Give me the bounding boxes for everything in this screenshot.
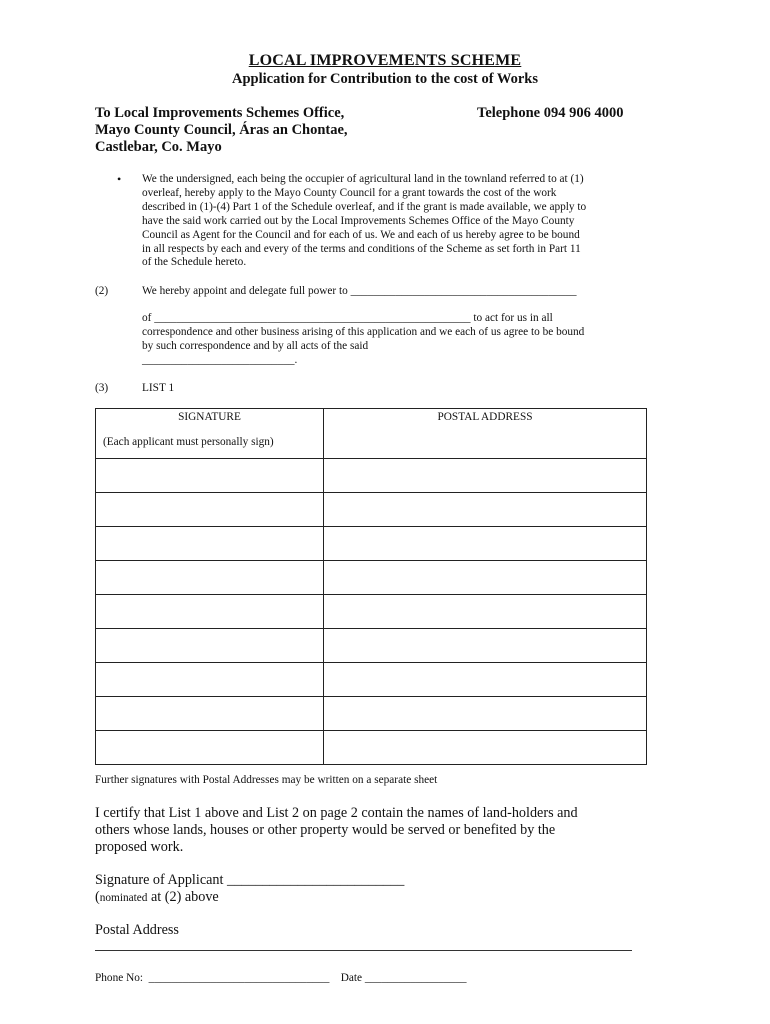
table-row [96, 663, 647, 697]
table-row [96, 595, 647, 629]
signature-note: (Each applicant must personally sign) [103, 436, 274, 448]
phone-field[interactable]: ________________________________ [148, 972, 330, 984]
paragraph-line: of the Schedule hereto. [142, 256, 247, 269]
telephone-number: Telephone 094 906 4000 [477, 105, 624, 121]
signature-header-cell [96, 409, 324, 459]
bullet-icon: • [117, 172, 122, 186]
further-signatures-note: Further signatures with Postal Addresses may be written on a separate sheet [95, 774, 438, 786]
applicant-signature-field[interactable]: Signature of Applicant _________________________ [95, 872, 405, 888]
paragraph-line: We the undersigned, each being the occupier of agricultural land in the townland referred to at (1) [142, 173, 584, 185]
signature-cell[interactable] [96, 595, 324, 629]
paragraph-line: overleaf, hereby apply to the Mayo County Council for a grant towards the cost of the work [142, 186, 557, 199]
signature-cell[interactable] [96, 561, 324, 595]
signature-header: SIGNATURE [178, 411, 241, 423]
table-row [96, 697, 647, 731]
date-label: Date [340, 972, 363, 984]
signature-cell[interactable] [96, 663, 324, 697]
date-field[interactable]: __________________ [364, 972, 467, 984]
signature-table [95, 408, 647, 765]
address-line-1: To Local Improvements Schemes Office, [95, 105, 345, 121]
table-row [96, 493, 647, 527]
signature-cell[interactable] [96, 731, 324, 765]
postal-address-cell[interactable] [324, 595, 647, 629]
nominated-open-paren: ( [95, 889, 100, 905]
section-number-3: (3) [95, 382, 109, 394]
nominated-word: nominated [99, 892, 148, 904]
postal-address-cell[interactable] [324, 629, 647, 663]
paragraph-line: by such correspondence and by all acts of the said [142, 339, 369, 352]
table-row [96, 629, 647, 663]
phone-label: Phone No: [95, 972, 144, 984]
postal-address-header-cell [324, 409, 647, 459]
paragraph-line: in all respects by each and every of the terms and conditions of the Scheme as set forth in Part 11 [142, 242, 581, 255]
signature-cell[interactable] [96, 493, 324, 527]
certify-line: proposed work. [95, 839, 184, 855]
list-label: LIST 1 [142, 382, 175, 394]
delegate-paragraph [142, 312, 652, 368]
certify-line: I certify that List 1 above and List 2 on page 2 contain the names of land-holders and [95, 805, 578, 821]
table-row [96, 527, 647, 561]
application-paragraph [142, 173, 652, 270]
postal-address-header: POSTAL ADDRESS [437, 411, 533, 423]
paragraph-line: correspondence and other business arising of this application and we each of us agree to be bound [142, 325, 585, 338]
postal-address-cell[interactable] [324, 493, 647, 527]
postal-address-cell[interactable] [324, 663, 647, 697]
postal-address-cell[interactable] [324, 459, 647, 493]
office-address [95, 105, 348, 156]
nominated-note [95, 889, 219, 906]
postal-address-cell[interactable] [324, 731, 647, 765]
said-name-line[interactable]: ___________________________. [142, 353, 298, 366]
appoint-line[interactable]: We hereby appoint and delegate full power to ________________________________________ [142, 285, 577, 297]
postal-address-cell[interactable] [324, 561, 647, 595]
signature-cell[interactable] [96, 527, 324, 561]
table-row [96, 459, 647, 493]
phone-date-row [95, 972, 467, 984]
postal-address-line[interactable] [95, 950, 632, 951]
certification-statement [95, 805, 655, 856]
signature-cell[interactable] [96, 697, 324, 731]
form-subtitle: Application for Contribution to the cost of Works [232, 71, 538, 87]
table-row [96, 731, 647, 765]
certify-line: others whose lands, houses or other property would be served or benefited by the [95, 822, 556, 838]
address-line-2: Mayo County Council, Áras an Chontae, [95, 122, 348, 138]
table-header-row [96, 409, 647, 459]
postal-address-cell[interactable] [324, 527, 647, 561]
address-line-3: Castlebar, Co. Mayo [95, 139, 222, 155]
paragraph-line: described in (1)-(4) Part 1 of the Schedule overleaf, and if the grant is made available, we apply to [142, 200, 587, 213]
form-title: LOCAL IMPROVEMENTS SCHEME [248, 52, 522, 69]
postal-address-label: Postal Address [95, 922, 179, 938]
signature-cell[interactable] [96, 629, 324, 663]
table-row [96, 561, 647, 595]
postal-address-cell[interactable] [324, 697, 647, 731]
paragraph-line: have the said work carried out by the Local Improvements Schemes Office of the Mayo County [142, 214, 575, 227]
section-number-2: (2) [95, 285, 109, 297]
nominated-rest: at (2) above [147, 889, 219, 905]
paragraph-line: Council as Agent for the Council and for each of us. We and each of us hereby agree to be bound [142, 228, 580, 241]
signature-cell[interactable] [96, 459, 324, 493]
delegate-of-line[interactable]: of ________________________________________________________ to act for us in all [142, 312, 553, 324]
